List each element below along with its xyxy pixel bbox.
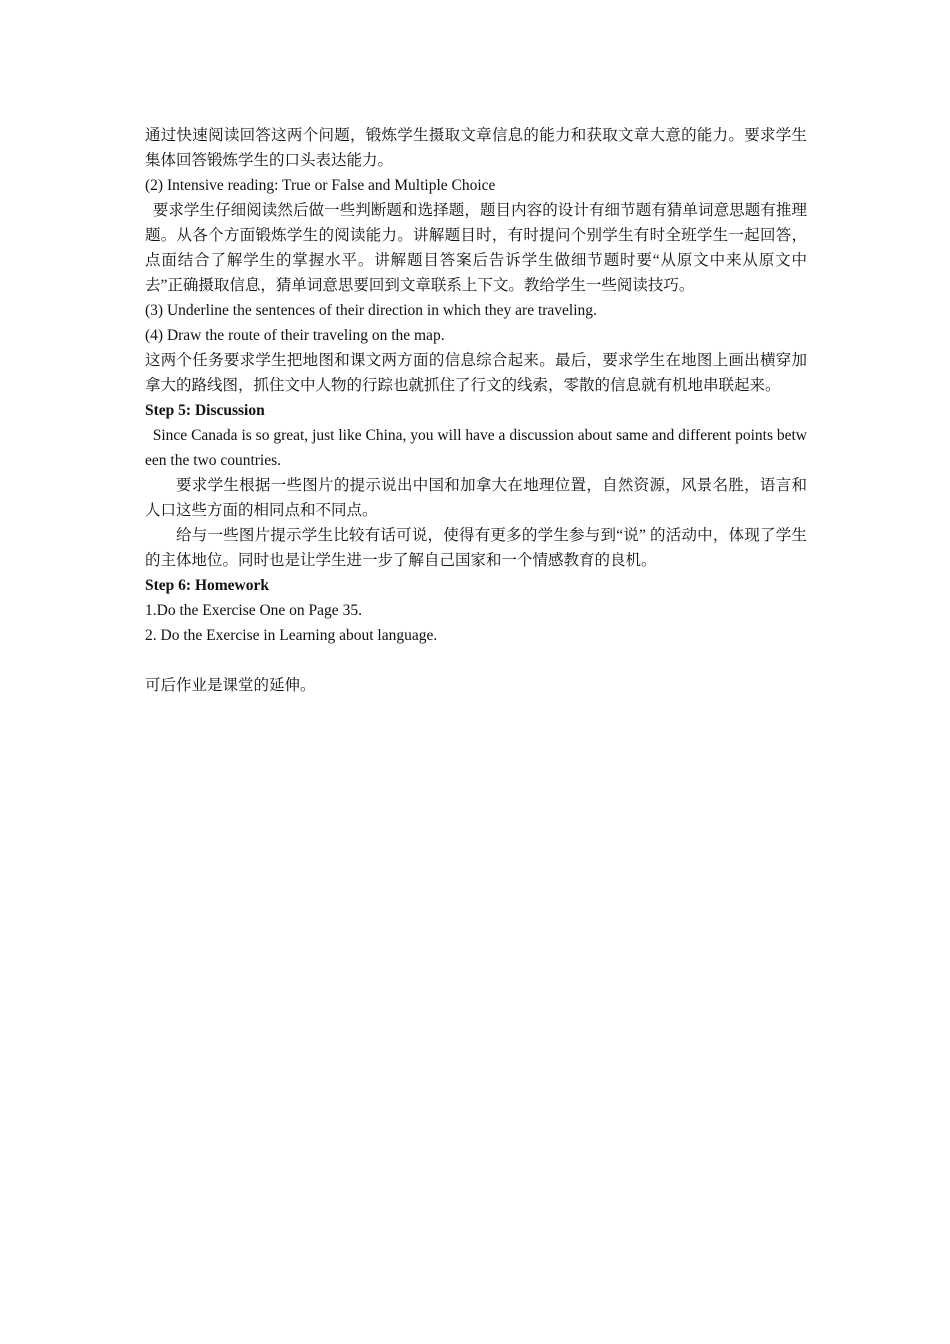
homework-item-2: 2. Do the Exercise in Learning about language. [145,627,438,644]
item-underline-sentences: (3) Underline the sentences of their direction in which they are traveling. [145,302,597,319]
document-body [145,123,807,698]
paragraph-map-task-purpose: 这两个任务要求学生把地图和课文两方面的信息综合起来。最后，要求学生在地图上画出横穿加拿大的路线图，抓住文中人物的行踪也就抓住了行文的线索，零散的信息就有机地串联起来。 [145,352,807,394]
item-intensive-reading: (2) Intensive reading: True or False and Multiple Choice [145,177,496,194]
paragraph-fast-reading-purpose: 通过快速阅读回答这两个问题，锻炼学生摄取文章信息的能力和获取文章大意的能力。要求学生集体回答锻炼学生的口头表达能力。 [145,127,807,169]
homework-item-1: 1.Do the Exercise One on Page 35. [145,602,362,619]
paragraph-discussion-intro: Since Canada is so great, just like China, you will have a discussion about same and different points between the two countries. [145,427,807,469]
heading-step-5: Step 5: Discussion [145,402,265,419]
paragraph-discussion-purpose: 给与一些图片提示学生比较有话可说，使得有更多的学生参与到“说” 的活动中，体现了学生的主体地位。同时也是让学生进一步了解自己国家和一个情感教育的良机。 [145,527,807,569]
paragraph-homework-note: 可后作业是课堂的延伸。 [145,677,316,694]
blank-line [145,648,807,673]
heading-step-6: Step 6: Homework [145,577,269,594]
paragraph-intensive-reading-purpose: 要求学生仔细阅读然后做一些判断题和选择题，题目内容的设计有细节题有猜单词意思题有推理题。从各个方面锻炼学生的阅读能力。讲解题目时，有时提问个别学生有时全班学生一起回答，点面结合了解学生的掌握水平。讲解题目答案后告诉学生做细节题时要“从原文中来从原文中去”正确摄取信息，猜单词意思要回到文章联系上下文。教给学生一些阅读技巧。 [145,202,807,294]
paragraph-discussion-task: 要求学生根据一些图片的提示说出中国和加拿大在地理位置，自然资源，风景名胜，语言和人口这些方面的相同点和不同点。 [145,477,807,519]
item-draw-route: (4) Draw the route of their traveling on the map. [145,327,445,344]
